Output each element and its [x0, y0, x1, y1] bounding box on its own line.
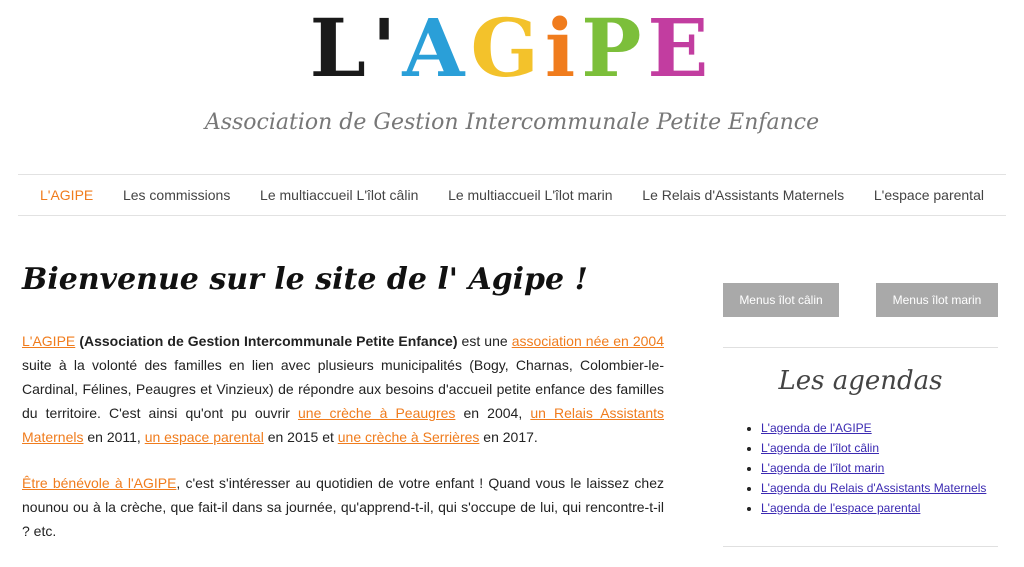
- creche-serrieres-link[interactable]: une crèche à Serrières: [337, 429, 480, 445]
- list-item: [761, 498, 998, 518]
- agenda-agipe-link[interactable]: L'agenda de l'AGIPE: [761, 421, 872, 435]
- nav-item-ilot-marin[interactable]: Le multiaccueil L'îlot marin: [448, 187, 613, 203]
- logo-letter-a: A: [402, 1, 471, 95]
- main-content: [22, 262, 664, 565]
- agendas-list: [723, 418, 998, 518]
- sidebar-divider: [723, 347, 998, 348]
- volunteer-paragraph: Être bénévole à l'AGIPE, c'est s'intéresser au quotidien de votre enfant ! Quand vous le laissez chez nounou ou à la crèche, que fait-il dans sa journée, qu'apprend-t-il, qui s'occupe de lui, qui rencontre-t-il ? etc.: [22, 475, 664, 539]
- agenda-relais-link[interactable]: L'agenda du Relais d'Assistants Maternels: [761, 481, 987, 495]
- sidebar: [723, 283, 998, 547]
- logo-letter-e: E: [647, 1, 715, 95]
- nav-item-commissions[interactable]: Les commissions: [122, 187, 231, 203]
- association-link[interactable]: association née en 2004: [511, 333, 664, 349]
- benevole-link[interactable]: Être bénévole à l'AGIPE: [22, 475, 177, 491]
- site-logo[interactable]: [0, 0, 1024, 96]
- logo-letter-i: i: [544, 1, 582, 95]
- agenda-ilot-calin-link[interactable]: L'agenda de l'îlot câlin: [761, 441, 880, 455]
- menus-ilot-marin-button[interactable]: Menus îlot marin: [876, 283, 998, 317]
- site-tagline: Association de Gestion Intercommunale Petite Enfance: [204, 110, 820, 135]
- nav-item-agipe[interactable]: L'AGIPE: [40, 187, 94, 203]
- nav-item-ilot-calin[interactable]: Le multiaccueil L'îlot câlin: [260, 187, 419, 203]
- creche-peaugres-link[interactable]: une crèche à Peaugres: [298, 405, 456, 421]
- logo-letter-p: P: [581, 1, 648, 95]
- agenda-espace-parental-link[interactable]: L'agenda de l'espace parental: [761, 501, 921, 515]
- nav-item-espace-parental[interactable]: L'espace parental: [873, 187, 984, 203]
- menus-ilot-calin-button[interactable]: Menus îlot câlin: [723, 283, 839, 317]
- page-title: Bienvenue sur le site de l' Agipe !: [22, 262, 588, 297]
- main-nav: [18, 174, 1006, 216]
- menu-buttons: [723, 283, 998, 317]
- intro-paragraph: L'AGIPE (Association de Gestion Intercommunale Petite Enfance) est une association née en 2004 suite à la volonté des familles en lien avec plusieurs municipalités (Bogy, Charnas, Colombier-le-Cardinal, Félines, Peaugres et Vinzieux) de répondre aux besoins d'accueil petite enfance des familles du territoire. C'est ainsi qu'ont pu ouvrir une crèche à Peaugres en 2004, un Relais Assistants Maternels en 2011, un espace parental en 2015 et une crèche à Serrières en 2017.: [22, 333, 665, 445]
- agipe-link[interactable]: L'AGIPE: [22, 333, 76, 349]
- list-item: [761, 418, 998, 438]
- list-item: [761, 478, 998, 498]
- site-header: [0, 0, 1024, 172]
- logo-letter-g: G: [470, 1, 545, 95]
- agenda-ilot-marin-link[interactable]: L'agenda de l'îlot marin: [761, 461, 885, 475]
- agendas-title: Les agendas: [778, 366, 943, 396]
- list-item: [761, 438, 998, 458]
- logo-letter-l: L': [309, 1, 403, 95]
- list-item: [761, 458, 998, 478]
- nav-item-relais[interactable]: Le Relais d'Assistants Maternels: [642, 187, 845, 203]
- agipe-fullname: (Association de Gestion Intercommunale Petite Enfance): [79, 333, 458, 349]
- relais-link[interactable]: un Relais Assistants Maternels: [22, 405, 665, 445]
- sidebar-divider-bottom: [723, 546, 998, 547]
- espace-parental-link[interactable]: un espace parental: [144, 429, 264, 445]
